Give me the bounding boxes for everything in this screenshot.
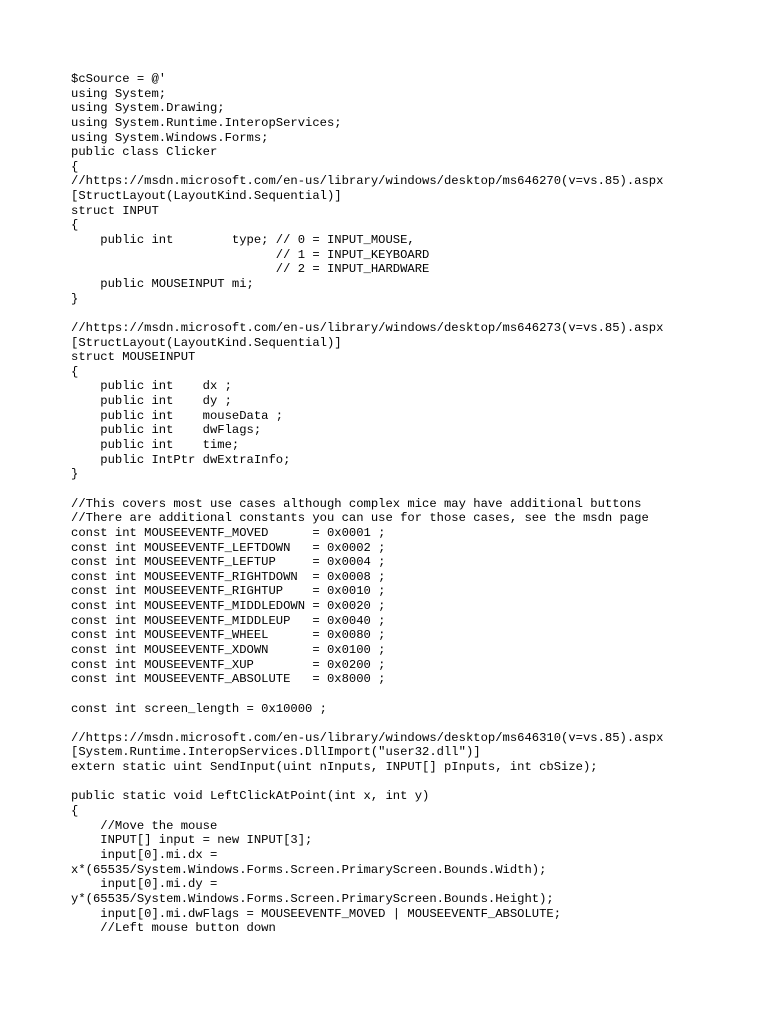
code-line: // 2 = INPUT_HARDWARE [71, 262, 430, 277]
code-line [71, 775, 663, 790]
code-line: } [71, 467, 79, 482]
code-line: const int MOUSEEVENTF_MIDDLEDOWN = 0x0020 ; [71, 599, 386, 614]
code-line: public MOUSEINPUT mi; [71, 276, 254, 291]
code-line: public int dx ; [71, 379, 232, 394]
code-line: // 1 = INPUT_KEYBOARD [71, 247, 430, 262]
code-line [71, 306, 663, 321]
code-line: extern static uint SendInput(uint nInputs, INPUT[] pInputs, int cbSize); [71, 760, 598, 775]
code-line: { [71, 159, 79, 174]
code-line: $cSource = @' [71, 72, 167, 86]
code-line: input[0].mi.dwFlags = MOUSEEVENTF_MOVED | MOUSEEVENTF_ABSOLUTE; [71, 906, 562, 921]
code-line: const int MOUSEEVENTF_MOVED = 0x0001 ; [71, 525, 386, 540]
code-line: public int time; [71, 438, 240, 453]
code-line [71, 482, 663, 497]
code-line: input[0].mi.dy = [71, 877, 218, 892]
code-line: INPUT[] input = new INPUT[3]; [71, 833, 313, 848]
code-line: using System; [71, 86, 167, 101]
code-line: public int mouseData ; [71, 408, 284, 423]
code-line: //Left mouse button down [71, 921, 276, 936]
code-line: //https://msdn.microsoft.com/en-us/library/windows/desktop/ms646270(v=vs.85).aspx [71, 174, 664, 189]
code-line [71, 687, 663, 702]
code-line: input[0].mi.dx = [71, 847, 218, 862]
code-line: y*(65535/System.Windows.Forms.Screen.PrimaryScreen.Bounds.Height); [71, 891, 554, 906]
code-line: [System.Runtime.InteropServices.DllImport("user32.dll")] [71, 745, 481, 760]
code-line: using System.Windows.Forms; [71, 130, 269, 145]
code-line: } [71, 291, 79, 306]
code-line: using System.Runtime.InteropServices; [71, 115, 342, 130]
code-line: //https://msdn.microsoft.com/en-us/library/windows/desktop/ms646310(v=vs.85).aspx [71, 730, 664, 745]
code-line: public int type; // 0 = INPUT_MOUSE, [71, 233, 415, 248]
code-line: [StructLayout(LayoutKind.Sequential)] [71, 189, 342, 204]
code-line: const int MOUSEEVENTF_XDOWN = 0x0100 ; [71, 642, 386, 657]
code-line: { [71, 218, 79, 233]
code-line: const int MOUSEEVENTF_XUP = 0x0200 ; [71, 657, 386, 672]
code-listing [71, 72, 663, 936]
code-line: const int MOUSEEVENTF_LEFTUP = 0x0004 ; [71, 555, 386, 570]
code-line: { [71, 364, 79, 379]
code-line: const int screen_length = 0x10000 ; [71, 701, 327, 716]
code-line: const int MOUSEEVENTF_RIGHTDOWN = 0x0008 ; [71, 569, 386, 584]
code-line [71, 716, 663, 731]
code-line: const int MOUSEEVENTF_ABSOLUTE = 0x8000 ; [71, 672, 386, 687]
code-line: public int dy ; [71, 394, 232, 409]
code-line: //This covers most use cases although complex mice may have additional buttons [71, 496, 642, 511]
code-line: public IntPtr dwExtraInfo; [71, 452, 291, 467]
code-line: //https://msdn.microsoft.com/en-us/library/windows/desktop/ms646273(v=vs.85).aspx [71, 320, 664, 335]
code-line: const int MOUSEEVENTF_WHEEL = 0x0080 ; [71, 628, 386, 643]
code-line: { [71, 804, 79, 819]
code-line: [StructLayout(LayoutKind.Sequential)] [71, 335, 342, 350]
code-line: //Move the mouse [71, 818, 218, 833]
code-line: using System.Drawing; [71, 101, 225, 116]
code-line: const int MOUSEEVENTF_MIDDLEUP = 0x0040 ; [71, 613, 386, 628]
code-line: const int MOUSEEVENTF_RIGHTUP = 0x0010 ; [71, 584, 386, 599]
code-line: public static void LeftClickAtPoint(int x, int y) [71, 789, 430, 804]
code-line: x*(65535/System.Windows.Forms.Screen.PrimaryScreen.Bounds.Width); [71, 862, 547, 877]
code-line: public int dwFlags; [71, 423, 262, 438]
code-line: struct INPUT [71, 203, 159, 218]
code-line: public class Clicker [71, 145, 218, 160]
code-line: struct MOUSEINPUT [71, 350, 196, 365]
code-line: //There are additional constants you can use for those cases, see the msdn page [71, 511, 649, 526]
code-line: const int MOUSEEVENTF_LEFTDOWN = 0x0002 ; [71, 540, 386, 555]
